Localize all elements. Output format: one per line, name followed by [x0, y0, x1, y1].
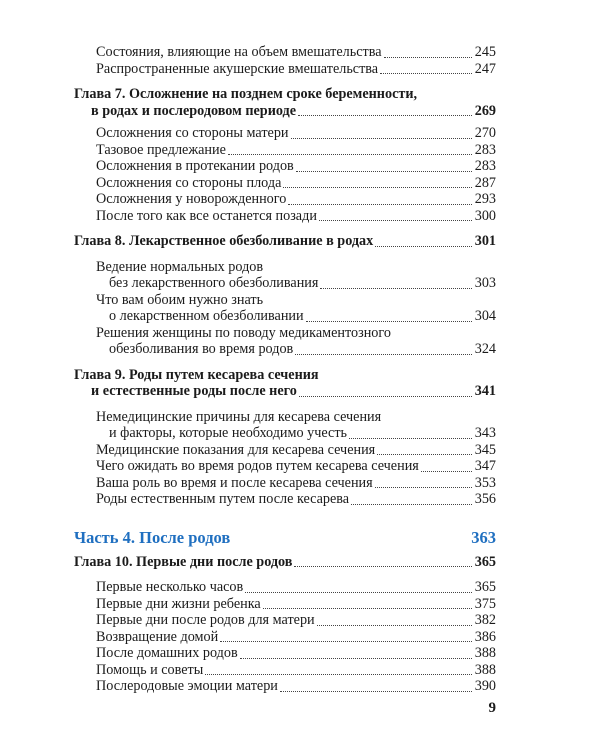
page-number: 9 [488, 700, 496, 716]
entry-page: 270 [474, 125, 496, 141]
entry-title: Осложнения со стороны матери [96, 125, 289, 141]
dot-leader [351, 504, 472, 505]
dot-leader [220, 641, 472, 642]
entry-page: 388 [474, 645, 496, 661]
toc-entry[interactable] [74, 579, 496, 596]
chapter-title: Глава 10. Первые дни после родов [74, 553, 293, 570]
entry-title: Медицинские показания для кесарева сечения [96, 441, 376, 458]
entry-title: Первые несколько часов [96, 579, 244, 595]
entry-page: 345 [474, 441, 496, 458]
toc-entry[interactable] [74, 491, 496, 508]
dot-leader [295, 354, 472, 355]
dot-leader [375, 246, 472, 247]
dot-leader [299, 396, 472, 397]
toc-entry[interactable] [74, 191, 496, 208]
dot-leader [283, 187, 472, 188]
entry-page: 303 [474, 275, 496, 291]
toc-entry[interactable] [74, 612, 496, 629]
chapter-title-line2: в родах и послеродовом периоде [91, 102, 297, 119]
dot-leader [205, 674, 472, 675]
entry-title-line2: без лекарственного обезболивания [109, 275, 319, 291]
toc-entry[interactable] [74, 175, 496, 192]
entry-title-line2: о лекарственном обезболивании [109, 308, 304, 324]
toc-entry[interactable] [74, 629, 496, 646]
chapter-title-line1: Глава 9. Роды путем кесарева сечения [74, 366, 319, 383]
dot-leader [380, 73, 472, 74]
dot-leader [280, 691, 472, 692]
dot-leader [298, 115, 472, 116]
dot-leader [375, 487, 472, 488]
dot-leader [320, 288, 472, 289]
chapter-page: 301 [474, 233, 496, 249]
dot-leader [263, 608, 472, 609]
toc-entry[interactable] [74, 259, 496, 292]
entry-title: Первые дни жизни ребенка [96, 595, 261, 612]
toc-entry[interactable] [74, 208, 496, 225]
toc-chapter-9[interactable] [74, 367, 496, 400]
toc-entry[interactable] [74, 596, 496, 613]
entry-title: Осложнения в протекании родов [96, 158, 294, 174]
entry-title: Ваша роль во время и после кесарева сечения [96, 474, 373, 491]
entry-title-line1: Что вам обоим нужно знать [96, 291, 264, 308]
chapter-title: Глава 8. Лекарственное обезболивание в родах [74, 233, 374, 249]
entry-page: 283 [474, 158, 496, 174]
toc-entry[interactable] [74, 292, 496, 325]
toc-entry[interactable] [74, 409, 496, 442]
entry-title: Чего ожидать во время родов путем кесарева сечения [96, 458, 419, 474]
entry-title-line2: обезболивания во время родов [109, 341, 294, 357]
entry-title: Возвращение домой [96, 628, 219, 645]
entry-title: Тазовое предлежание [96, 141, 226, 158]
toc-entry[interactable] [74, 442, 496, 459]
entry-title: Первые дни после родов для матери [96, 612, 315, 628]
chapter-title-line1: Глава 7. Осложнение на позднем сроке беременности, [74, 86, 418, 102]
entry-title-line1: Ведение нормальных родов [96, 258, 264, 275]
entry-page: 382 [474, 612, 496, 628]
toc-chapter-7[interactable] [74, 86, 496, 119]
toc-part-4[interactable] [74, 528, 496, 548]
toc-entry[interactable] [74, 458, 496, 475]
entry-title: Послеродовые эмоции матери [96, 678, 278, 694]
dot-leader [421, 471, 472, 472]
entry-page: 375 [474, 595, 496, 612]
toc-entry[interactable] [74, 142, 496, 159]
entry-page: 347 [474, 458, 496, 474]
toc-entry[interactable] [74, 125, 496, 142]
dot-leader [319, 220, 472, 221]
entry-title: После того как все останется позади [96, 207, 317, 224]
toc-entry[interactable] [74, 475, 496, 492]
dot-leader [377, 454, 472, 455]
chapter-page: 365 [474, 553, 496, 570]
entry-page: 386 [474, 628, 496, 645]
entry-title: Роды естественным путем после кесарева [96, 491, 350, 507]
entry-page: 353 [474, 474, 496, 491]
toc-chapter-8[interactable] [74, 233, 496, 250]
toc-entry[interactable] [74, 678, 496, 695]
part-title: Часть 4. После родов [74, 527, 231, 547]
dot-leader [306, 321, 472, 322]
entry-page: 343 [474, 425, 496, 441]
entry-page: 300 [474, 207, 496, 224]
entry-page: 287 [474, 174, 496, 191]
dot-leader [288, 204, 472, 205]
chapter-page: 269 [474, 102, 496, 119]
dot-leader [245, 592, 472, 593]
entry-page: 293 [474, 191, 496, 207]
toc-entry[interactable] [74, 645, 496, 662]
entry-title-line1: Решения женщины по поводу медикаментозного [96, 324, 391, 341]
dot-leader [296, 171, 472, 172]
entry-page: 356 [474, 491, 496, 507]
part-page: 363 [471, 527, 496, 547]
entry-title: Помощь и советы [96, 661, 204, 678]
entry-title: Состояния, влияющие на объем вмешательства [96, 44, 382, 60]
dot-leader [349, 438, 472, 439]
table-of-contents [74, 44, 496, 695]
toc-entry[interactable] [74, 44, 496, 61]
entry-title: После домашних родов [96, 645, 238, 661]
entry-page: 304 [474, 308, 496, 324]
entry-title: Осложнения у новорожденного [96, 191, 287, 207]
entry-page: 283 [474, 141, 496, 158]
toc-chapter-10[interactable] [74, 554, 496, 571]
entry-page: 388 [474, 661, 496, 678]
chapter-page: 341 [474, 383, 496, 399]
dot-leader [291, 138, 472, 139]
entry-title: Распространенные акушерские вмешательства [96, 60, 379, 77]
entry-page: 324 [474, 341, 496, 357]
entry-page: 247 [474, 60, 496, 77]
entry-page: 245 [474, 44, 496, 60]
entry-title-line2: и факторы, которые необходимо учесть [109, 425, 347, 441]
dot-leader [384, 57, 472, 58]
toc-entry[interactable] [74, 158, 496, 175]
entry-title: Осложнения со стороны плода [96, 174, 282, 191]
entry-page: 390 [474, 678, 496, 694]
chapter-title-line2: и естественные роды после него [91, 383, 297, 399]
entry-title-line1: Немедицинские причины для кесарева сечения [96, 408, 382, 425]
toc-entry[interactable] [74, 61, 496, 78]
dot-leader [294, 566, 472, 567]
toc-entry[interactable] [74, 325, 496, 358]
dot-leader [228, 154, 472, 155]
entry-page: 365 [474, 579, 496, 595]
toc-entry[interactable] [74, 662, 496, 679]
dot-leader [317, 625, 472, 626]
dot-leader [240, 658, 472, 659]
